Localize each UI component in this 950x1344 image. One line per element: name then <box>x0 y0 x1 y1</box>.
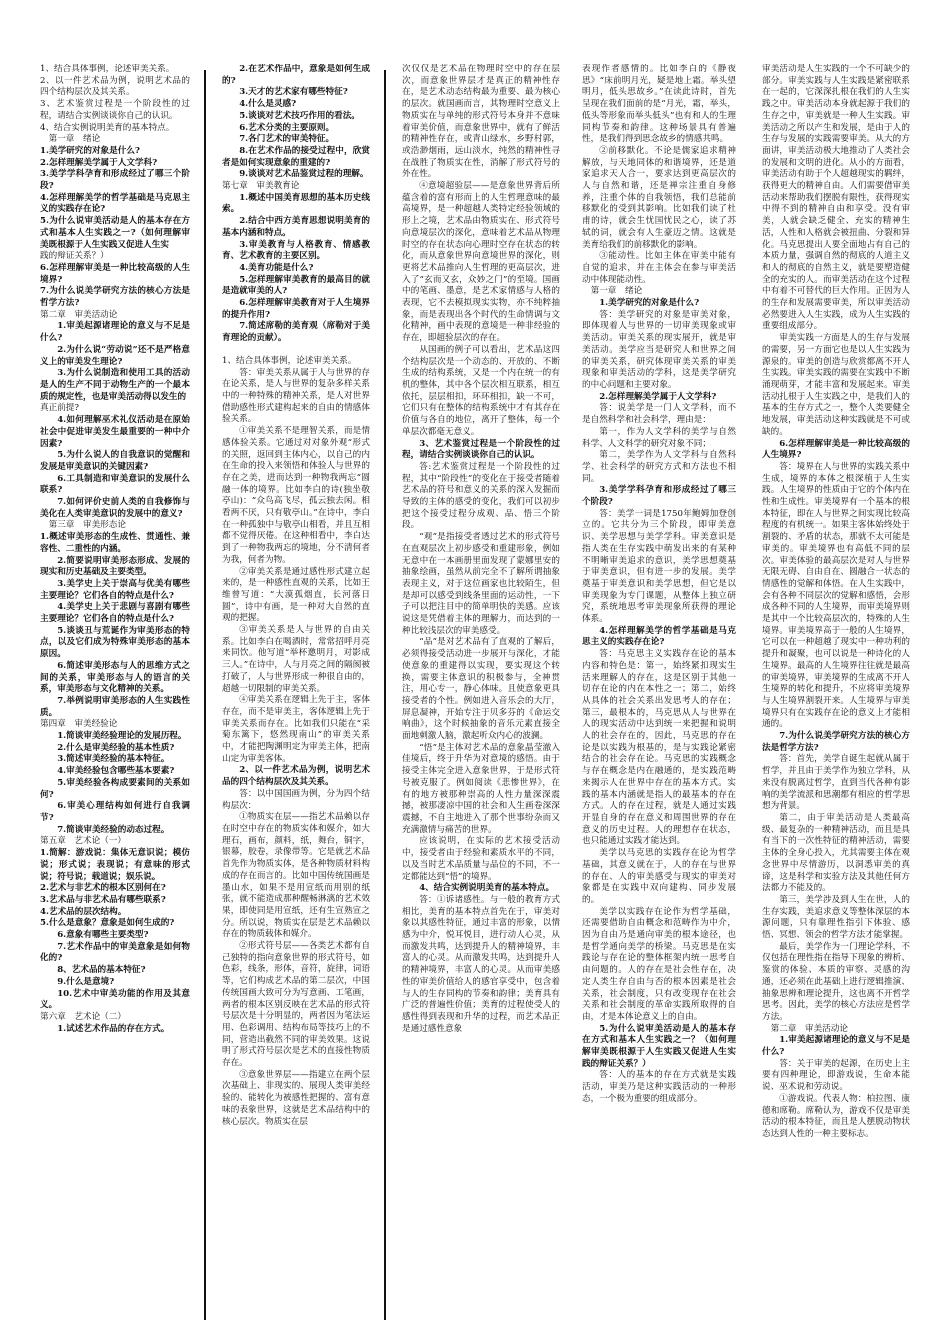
paragraph: 第二，美学作为人文学科与自然科学、社会科学的研究方式和方法也不相同。 <box>582 450 736 484</box>
text-column-1 <box>40 64 190 1322</box>
question-text: 5.怎样理解审美教育的最高目的就是造就审美的人? <box>222 274 370 297</box>
paragraph: ②前移默化。不论是儒家追求精神解放，与天地同体的和谐境界，还是道家追求天人合一，要求达到更高层次的人与自然和谐，还是禅宗注重自身修养，注重个体的自我领悟，我们总能前移默化的受到其影响。比如我们读了杜甫的诗，就会生忧国忧民之心，读了苏轼的词，就会有人生豪迈之情。这就是美育给我们的前移默化的影响。 <box>582 145 736 250</box>
paragraph: 第五章 艺术论（一） <box>40 836 126 847</box>
paragraph: 1、结合具体事例，论述审美关系。 <box>222 355 357 366</box>
question-text: 3、艺术鉴赏过程是一个阶段性的过程，请结合实例谈谈你自己的认识。 <box>402 438 560 461</box>
question-text: 9.谈谈对艺术品鉴赏过程的理解。 <box>239 169 369 180</box>
paragraph: 2、以一件艺术品为例，说明艺术品的四个结构层次及其关系。 <box>40 75 190 98</box>
question-text: 5.为什么说审美活动是人的基本存在方式和基本人生实践之一?（如何理解审美既根源于人生实践又促进人生实 <box>40 216 190 250</box>
question-text: 6.工具制造和审美意识的发展什么联系? <box>40 473 190 496</box>
paragraph: 答：审美关系从属于人与世界的存在论关系，是人与世界的复杂多样关系中的一种特殊的精神关系，是人对世界借助感性形式建构起来的自由的情感体验关系。 <box>222 367 370 425</box>
question-text: 3.简述审美经验的基本特征。 <box>57 754 170 765</box>
question-text: 1.概述中国美育思想的基本历史线索。 <box>222 192 370 215</box>
question-text: 4.怎样理解美学的哲学基础是马克思主义的实践存在论? <box>582 625 736 648</box>
question-text: 6.意象有哪些主要类型? <box>57 930 149 941</box>
question-text: 4.美育功能是什么? <box>239 262 314 273</box>
question-text: 6.审美心理结构如何进行自我调节? <box>40 801 190 823</box>
paragraph: “观”是指接受者透过艺术的形式符号在直观层次上初步感受和重建形象，例如无意中在一本画册里面发现了蒙娜里安的抽象绘画，虽然从前完全不了解所谓抽象表现主义，对于这位画家也比较陌生，但是却可以感受到线条里面的运动性，一下子可以把注目中的简单明快的美感。应该说这是凭借着主体的理解力，而达到的一种比较浅层次的审美感受。 <box>402 532 560 636</box>
question-text: 5.谈谈丑与荒诞作为审美形态的特点，以及它们成为特殊审美形态的基本原因。 <box>40 625 190 660</box>
paragraph: 从国画的例子可以看出，艺术品这四个结构层次是一个动态的、开放的、不断生成的结构系统，又是一个内在统一的有机的整体，其中各个层次相互联系，相互依托，层层相扣，环环相扣，缺一不可，它们只有在整体的结构系统中才有其存在价值与各自的地位，离开了整体，每一个单层次都毫无意义。 <box>402 344 560 437</box>
question-text: 2、以一件艺术品为例，说明艺术品的四个结构层次及其关系。 <box>222 765 370 788</box>
question-text: 4.审美经验包含哪些基本要素? <box>57 766 175 777</box>
paragraph: 践的辩证关系？） <box>40 251 109 262</box>
paragraph: 审美活动是人生实践的一个不可缺少的部分。审美实践与人生实践是紧密联系在一起的，它深深扎根在我们的人生实践之中。审美活动本身就起源于我们的生存之中，审美就是一种人生实践。审美活动之所以产生和发展，是由于人的生存与发展的实践需要审美。从大的方面讲，审美活动极大地推动了人类社会的发展和文明的进化。从小的方面看，审美活动有助于个人超越现实的羁绊，获得更大的精神自由。人们需要借审美活动来帮助我们摆脱有限性，获得现实中得不到的精神自由和享受。没有审美，人就会缺乏健全、充实的精神生活，人性和人格就会被扭曲、分裂和异化。马克思提出人要全面地占有自己的本质力量，强调自然的彻底的人道主义和人的彻底的自然主义，就是要塑造健全的充实的人。而审美活动在这个过程中有着不可替代的巨大作用。正因为人的生存和发展需要审美，所以审美活动必然要进入人生实践，成为人生实践的重要组成部分。 <box>762 64 910 332</box>
question-text: 4.怎样理解美学的哲学基础是马克思主义的实践存在论? <box>40 192 190 215</box>
paragraph: 最后，美学作为一门理论学科，不仅包括在理性指在指导下现象的辨析、鉴赏的体验、本质的审察、灵感的沟通，还必须在此基础上进行逻辑推演、抽象思辨和理论提升，这也离不开哲学思考。因此，美学的核心方法应是哲学方法。 <box>762 941 910 1022</box>
question-text: 1.美学研究的对象是什么? <box>599 298 700 309</box>
chapter-heading: 第二章 审美活动论 <box>770 1023 848 1034</box>
question-text: 7.简述席勒的美育观（席勒对于美育理论的贡献）。 <box>222 321 370 344</box>
question-text: 5.什么是意象？意象是如何生成的? <box>40 918 175 929</box>
paragraph: 表现作者感情的。比如李白的《静夜思》“床前明月光，疑是地上霜。举头望明月，低头思故乡。”在读此诗时，首先呈现在我们面前的是“月光，霜，举头，低头等形象而举头低头”也有和人的生理同构节奏和韵律。这种场景具有普遍性，是我们得到思念故乡的情感共鸣。 <box>582 64 736 145</box>
paragraph: 1、结合具体事例，论述审美关系。 <box>40 64 175 74</box>
question-text: 5.谈谈对艺术技巧作用的看法。 <box>239 110 360 121</box>
question-text: 4、结合实例说明美育的基本特点。 <box>419 883 555 894</box>
question-text: 2.什么是审美经验的基本性质? <box>57 742 175 753</box>
paragraph: 美学以马克思的实践存在论为哲学基础，其意义就在于，人的存在与世界的存在、人的审美感受与现实的审美对象都是在实践中双向建构、同步发展的。 <box>582 848 736 905</box>
paragraph: 4、结合实例说明美育的基本特点。 <box>40 122 175 133</box>
paragraph: 答：①诉诸感性。与一般的教育方式相比，美育的基本特点首先在于，审美对象以其感性特征，通过丰富的形象，以情感为中介，悦耳悦目，进行动人心灵，从而激发共鸣，达到提升人的精神境界，丰富人的心灵。从而激发共鸣，达到提升人的精神境界，丰富人的心灵。从而审美感性的审美价值给人的感官享受中，包含着与人的生存同构的节奏和韵律；美育具有广泛的普遍性价值；美育的过程使受人的感性得到表现和升华的过程，而艺术品正是通过感性意象 <box>402 894 560 1034</box>
question-text: 2.怎样理解美学属于人文学科? <box>40 157 158 168</box>
paragraph: 审美实践一方面是人的生存与发展的需要，另一方面它也是以人生实践为源泉的。审美的创造与欣赏都离不开人生实践。审美实践的需要在实践中不断涌现萌芽，才能丰富和发展起来。审美活动扎根于人生实践之中，是我们人的基本的生存方式之一，整个人类要健全地发展，审美活动这种实践就是不可或缺的。 <box>762 333 910 437</box>
question-text: 2.为什么说“劳动说”还不是严格意义上的审美发生理论? <box>40 344 190 367</box>
paragraph: 真正前提? <box>40 403 79 414</box>
question-text: 2.艺术与非艺术的根本区别何在? <box>40 883 166 894</box>
paragraph: ③审美关系是人与世界的自由关系。比如李白在喝酒时，常常招呼月亮来同饮。他写道“举杯邀明月，对影成三人。”在诗中，人与月亮之间的隔阂被打破了，人与世界形成一种很自由的，超越一切限制的审美关系。 <box>222 625 370 694</box>
document-page <box>40 64 910 1322</box>
paragraph: 第四章 审美经验论 <box>40 719 118 730</box>
question-text: 1.简谈审美经验理论的发展历程。 <box>57 731 187 742</box>
paragraph: 第七章 审美教育论 <box>222 181 300 192</box>
paragraph: 答：人的基本的存在方式就是实践活动，审美乃是这种实践活动的一种形态，一个极为重要的组成部分。 <box>582 1070 736 1104</box>
question-text: 7.为什么说美学研究方法的核心方法是哲学方法? <box>762 731 910 753</box>
question-text: 6.怎样理解审美教育对于人生境界的提升作用? <box>222 298 370 320</box>
column-divider <box>384 70 386 1320</box>
paragraph: ③意象世界层——指建立在两个层次基础上、非现实的、展现人类审美经验的、能转化为被感性把握的、富有意味的表象世界，这就是艺术品结构中的核心层次。物质实在层 <box>222 1069 370 1127</box>
text-column-3 <box>402 64 560 1322</box>
question-text: 10.艺术中审美功能的作用及其意义。 <box>40 988 190 1011</box>
paragraph: ③能动性。比如主体在审美中能有自觉的追求，并在主体会在参与审美活动中体现能动性。 <box>582 251 736 285</box>
question-text: 3.美学史上关于崇高与优美有哪些主要理论？它们各自的特点是什么? <box>40 578 190 601</box>
column-divider <box>204 70 206 1320</box>
paragraph: “品”是对艺术品有了直观的了解后，必须得接受活动进一步展开与深化，才能使意象的重建得以实现，要实现这个转换，需要主体意识的积极参与，全神贯注，用心专一，静心体味。且使意象更具接受者的个性。例如进入音乐会的大厅，屏息凝神，开始专注于贝多芬的《命运交响曲》，这个时候抽象的音乐元素直接全面地刺激人脑，激起听众内心的波澜。 <box>402 637 560 742</box>
question-text: 2.结合中西方美育思想说明美育的基本内涵和特点。 <box>222 216 370 238</box>
question-text: 3.美学学科孕育和形成经过了哪三个阶段? <box>582 485 736 508</box>
paragraph: 第六章 艺术论（二） <box>40 1011 126 1022</box>
paragraph: 第三，美学涉及到人生在世，人的生存实践，美追求意义等整体深层的本源问题，只有靠理性指引下体验、感悟、冥想、领会的哲学方法才能掌握。 <box>762 894 910 941</box>
paragraph: 答：说美学是一门人文学科，而不是自然科学和社会科学，理由是： <box>582 403 736 426</box>
paragraph: 答:艺术鉴赏过程是一个阶段性的过程，其中“阶段性”的变化在于接受者随着艺术品的符号和意义的关系的深入发掘而导致的主体的感受的变化，我们可以初步把这个接受过程分成观、品、悟三个阶段。 <box>402 461 560 531</box>
question-text: 7.为什么说美学研究方法的核心方法是哲学方法? <box>40 286 190 309</box>
question-text: 6.简述审美形态与人的思维方式之间的关系，审美形态与人的语言的关系，审美形态与文化精神的关系。 <box>40 660 190 695</box>
chapter-heading: 第一章 绪论 <box>48 134 101 145</box>
question-text: 4.什么是灵感? <box>239 99 297 110</box>
paragraph: 第二，由于审美活动是人类最高级、最复杂的一种精神活动，而且是具有当下的一次性特征的精神活动，需要主体的全身心投入，尤其需要主体在观念世界中尽情游历，以洞悉审美的真谛，这是科学和实验方法及其他任何方法都力不能及的。 <box>762 813 910 894</box>
question-text: 2.在艺术作品中，意象是如何生成的? <box>222 64 370 86</box>
question-text: 7.艺术作品中的审美意象是如何物化的? <box>40 941 190 964</box>
paragraph: 美学以实践存在论作为哲学基础，还需要借助自由概念和范畴作为中介，因为自由乃是通向审美的根本途径，也是哲学通向美学的桥梁。马克思是在实践论与存在论的整体框架内统一思考自由问题的。人的存在是社会性存在，决定人类生存自由与否的根本因素是社会关系，社会制度，只有改变现存在社会关系和社会制度的革命实践所取得的自由，才是本体论意义上的自由。 <box>582 906 736 1022</box>
question-text: 2.简要说明审美形态形成、发展的现实和历史基础及主要类型。 <box>40 555 190 578</box>
paragraph: 第二章 审美活动论 <box>40 309 118 320</box>
paragraph: ④意境超验层——是意象世界背后所蕴含着的富有形而上的人生哲理意味的最高境界，是一种超越人类特定经验领域的形上之境，艺术品由物质实在、形式符号向意境层次的深化，意味着艺术品从物理时空的存在状态向心理时空存在状态的转化，而从意象世界向意境世界的深化，则更将艺术品推向人生哲理的更高层次，进入了“玄而又玄，众妙之门”的至境。国画中的笔画、墨意，是艺术家情感与人格的表现，它不去模拟现实实物，亦不纯粹抽象，而是表现出各个时代的生命情调与文化精神，画中表现的意境是一种非经验的存在，即超验层次的存在。 <box>402 181 560 344</box>
paragraph: 3、艺术鉴赏过程是一个阶段性的过程，请结合实例谈谈你自己的认识。 <box>40 99 190 121</box>
question-text: 1.试述艺术作品的存在方式。 <box>57 1023 170 1034</box>
question-text: 5.为什么说人的自我意识的觉醒和发展是审美意识的关键因素? <box>40 450 190 472</box>
paragraph: ④审美关系在逻辑上先于主，客体存在，而不是审美主，客体逻辑上先于审美关系而存在。比如我们只能在“采菊东篱下，悠然现南山”的审美关系中，才能把陶渊明定为审美主体，把南山定为审美客体。 <box>222 695 370 764</box>
question-text: 3.审美教育与人格教育、情感教育、艺术教育的主要区别。 <box>222 239 370 262</box>
question-text: 9.什么是意境? <box>57 976 115 987</box>
question-text: 1.概述审美形态的生成性、贯通性、兼容性、二重性的内涵。 <box>40 532 190 554</box>
paragraph: ②审美关系是通过感性形式建立起来的，是一种感性直观的关系，比如王维曾写道：“大漠孤烟直，长河落日圆”，诗中有画，是一种对大自然的直观的把握。 <box>222 566 370 624</box>
text-column-2 <box>222 64 370 1322</box>
question-text: 6.怎样理解审美是一种比较高级的人生境界? <box>762 438 910 461</box>
question-text: 3.美学学科孕育和形成经过了哪三个阶段? <box>40 169 190 192</box>
question-text: 1.审美起源诸理论的意义与不足是什么? <box>40 321 190 344</box>
paragraph: 答：以中国国画为例，分为四个结构层次： <box>222 788 370 811</box>
question-text: 7.举例说明审美形态的人生实践性质。 <box>40 695 190 718</box>
question-text: 6.艺术分类的主要原则。 <box>239 122 335 133</box>
paragraph: 答：关于审美的起源，在历史上主要有四种理论，即游戏说，生命本能说、巫术说和劳动说。 <box>762 1058 910 1093</box>
paragraph: ①物质实在层——指艺术品赖以存在时空中存在的物质实体和媒介，如大理石，画布，颜料，纸，舞台，铜字，银幕，胶卷，录像带等。它是就艺术品首先作为物质实体，是各种物质材料构成的存在而言的。比如中国传统国画是墨山水，如果不是用宣纸而用别的纸张，就不能造成那种醒畅淋漓的艺术效果，即使同是用宣纸，还有生宣熟宣之分。所以说，物质实在层是艺术品赖以存在的物质载体和媒介。 <box>222 812 370 940</box>
question-text: 4.艺术品的层次结构。 <box>40 906 127 917</box>
question-text: 3.天才的艺术家有哪些特征? <box>239 87 348 98</box>
paragraph: 应该说明，在实际的艺术接受活动中，接受者由于经验和素质水平的不同，以及当时艺术品质量与品位的不同，不一定都能达到“悟”的境界。 <box>402 836 560 882</box>
question-text: 1.美学研究的对象是什么? <box>40 145 140 156</box>
question-text: 7.各门艺术的审美特征。 <box>239 134 335 145</box>
question-text: 5.审美经验各构成要素间的关系如何? <box>40 777 190 800</box>
question-text: 5.为什么说审美活动是人的基本存在方式和基本人生实践之一？（如何理解审美既根源于人生实践又促进人生实践的辩证关系？） <box>582 1023 736 1069</box>
text-column-4 <box>582 64 736 1322</box>
paragraph-gap <box>222 345 370 356</box>
question-text: 3.为什么说制造和使用工具的活动是人的生产不同于动物生产的一个最本质的规定性，也是审美活动得以发生的 <box>40 368 190 402</box>
paragraph: 答：美学一词是1750年鲍姆加登创立的。它共分为三个阶段，即审美意识、美学思想与美学学科。审美意识是指人类在生存实践中萌发出来的有某种不明晰审美追求的意识，美学思想奠基于审美意识，但有进一步的发展。美学奠基于审美意识和美学思想，但它是以审美现象为专门课题，从整体上独立研究，系统地思考审美现象所获得的理论体系。 <box>582 508 736 625</box>
paragraph: “悟”是主体对艺术品的意象晶莹澈入佳境后，终于升华为对意境的感悟。由于接受主体完全进入意象世界，于是形式符号被克服了。例如阅读《悲惨世界》，在有的地方被那种崇高的人性力量深深震撼，被那凄凉中国的社会和人生画卷深深震撼，不自主地进入了那个世事纷杂而又充满激情与痛苦的世界。 <box>402 742 560 835</box>
paragraph: 答：马克思主义实践存在论的基本内容和特色是：第一，始终紧扣现实生活来理解人的存在，这是区别于其他一切存在论的内在本性之一；第二，始终从具体的社会关系出发思考人的存在；第三，最根本的，马克思从人与世界在人的现实活动中达到统一来把握和说明人的社会存在的，因此，马克思的存在论是以实践为根基的，是与实践论紧密结合的社会存在论。马克思的实践概念与存在概念是内在融通的，是实践范畴来揭示人在世界中存在的基本方式。实践的基本内涵就是指人的最基本的存在方式。人的存在过程，就是人通过实践开显自身的存在意义和周围世界的存在意义的历史过程。人的理想存在状态，也只能通过实践才能达到。 <box>582 649 736 847</box>
paragraph: ①游戏说。代表人物：柏拉图、康德和席勒。席勒认为，游戏不仅是审美活动的根本特征，而且是人摆脱动物状态达到人性的一种主要标志。 <box>762 1093 910 1139</box>
question-text: 4.如何理解巫术礼仪活动是在原始社会中促进审美发生最重要的一种中介因素? <box>40 415 190 449</box>
question-text: 1.审美起源诸理论的意义与不足是什么? <box>762 1035 910 1058</box>
paragraph: ①审美关系不是理智关系，而是情感体验关系。它通过对对象外观“形式的关照，返回到主体内心，以自己的内在生命的投入来领悟和体验人与世界的存在之美，进而达到一种物我两忘“圆融一体的境界。比如李白的诗(独坐敬亭山)：“众鸟高飞尽，孤云独去闲。相看两不厌，只有敬亭山。”在诗中，李白在一种孤独中与敬亭山相看，并且互相都不觉得厌倦。在这种相看中，李白达到了一种物我两忘的境地，分不清何者为我，何者为物。 <box>222 426 370 565</box>
paragraph: 第一，作为人文学科的美学与自然科学、人文科学的研究对象不同； <box>582 426 736 449</box>
question-text: 2.怎样理解美学属于人文学科? <box>599 391 717 402</box>
question-text: 3.艺术品与非艺术品有哪些联系? <box>40 894 166 905</box>
question-text: 7.简谈审美经验的动态过程。 <box>57 824 170 835</box>
paragraph: ②形式符号层——各类艺术都有自己独特的指向意象世界的形式符号，如色彩，线条，形体，音符，旋律，词语等，它们构成艺术品的第二层次，中国传统国画大致可分为写意画、工笔画，两者的根本区别反映在艺术品的形式符号层次是十分明显的，两者因为笔法运用、色彩调用、结构布局等技巧上的不同，营造出截然不同的审美效果。这说明了形式符号层次是艺术的直接性物质存在。 <box>222 941 370 1069</box>
text-column-5 <box>762 64 910 1322</box>
paragraph: 次仅仅是艺术品在物理时空中的存在层次，而意象世界层才是真正的精神性存在，是艺术动态结构最为重要、最为核心的层次。就国画而言，其物理时空意义上物质实在与单纯的形式符号本身并不意味着审美价值，而意象世界中，就有了鲜活的精神性存在，或青山绿水，乡野村郭，或浩渺烟雨，远山淡水，纯然的精神性寻在战胜了物质实在性，消解了形式符号的外在性。 <box>402 64 560 180</box>
chapter-heading: 第一章 绪论 <box>590 286 643 297</box>
paragraph: 答：境界在人与世界的实践关系中生成，境界的本体之根深植于人生实践。人生境界的性质由于它的个体内在性和生成性。审美境界有一个基本的根本特征，即在人与世界之间实现比较高程度的有机统一。如果主客体始终处于割裂的、矛盾的状态，那就不太可能是审美的。审美境界也有高低不同的层次。审美体验的最高层次是对人与世界无限无碍、自由自在、圆融合一状态的情感性的觉解和体悟。在人生实践中，会有各种不同层次的觉解和感悟，会形成各种不同的人生境界，而审美境界则是其中一个比较高层次的，特殊的人生境界。审美境界高于一般的人生境界，它可以在一种超越了现实中一种功利的提升和凝聚，也可以说是一种诗化的人生境界。最高的人生境界往往就是最高的审美境界，审美境界的生成离不开人生境界的转化和提升，不应将审美境界与人生境界割裂开来。人生境界与审美境界只有在实践存在论的意义上才能相通的。 <box>762 461 910 730</box>
question-text: 7.如何评价史前人类的自我修饰与美化在人类审美意识的发展中的意义? <box>40 497 190 519</box>
question-text: 6.怎样理解审美是一种比较高级的人生境界? <box>40 262 190 285</box>
question-text: 1.简解：游戏说：集体无意识说；模仿说；形式说；表现说；有意味的形式说；符号说；载道说；娱乐说。 <box>40 848 190 882</box>
question-text: 8、艺术品的基本特征? <box>57 965 146 976</box>
chapter-heading: 第三章 审美形态论 <box>48 520 126 531</box>
question-text: 4.美学史上关于悲剧与喜剧有哪些主要理论？它们各自的特点是什么? <box>40 602 190 625</box>
question-text: 8.在艺术作品的接受过程中，欣赏者是如何实现意象的重建的? <box>222 145 370 168</box>
paragraph: 答：首先，美学自诞生起就从属于哲学，并且由于美学作为独立学科，从来没有脱离过哲学，直到当代各种有影响的美学流派和思潮都有相应的哲学思想为背景。 <box>762 754 910 812</box>
paragraph: 答：美学研究的对象是审美对象，即体现着人与世界的一切审美现象或审美活动。审美关系的现实展开，就是审美活动。美学应当是研究人和世界之间的审美关系，研究体现审美关系的审美现象和审美活动的学科，这是美学研究的中心问题和主要对象。 <box>582 309 736 390</box>
